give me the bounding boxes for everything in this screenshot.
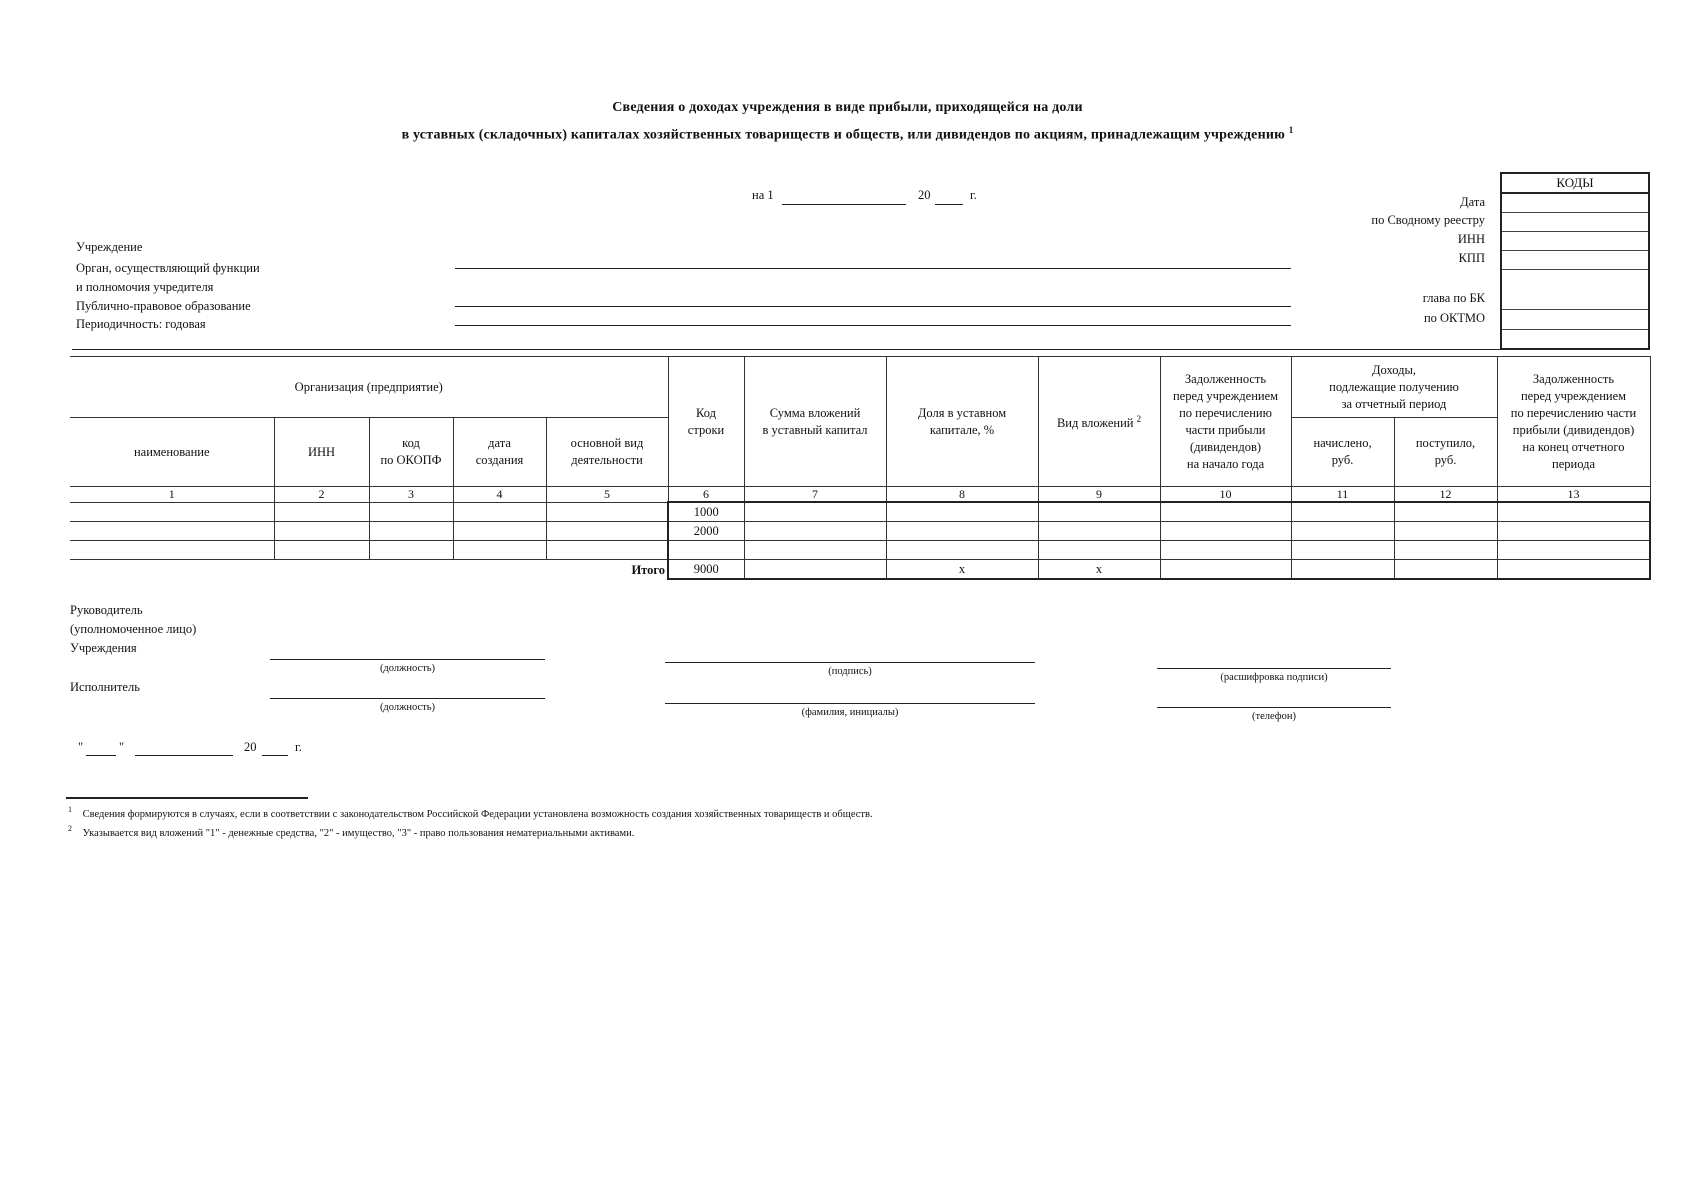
income-table bbox=[70, 356, 1651, 580]
footnote-2 bbox=[68, 824, 634, 839]
debt-start-2: перед учреждением bbox=[1172, 388, 1279, 403]
code-cell-inn[interactable] bbox=[1502, 232, 1648, 251]
cell-type[interactable] bbox=[1038, 541, 1160, 560]
cell-debt-start[interactable] bbox=[1160, 522, 1291, 541]
footnote-1 bbox=[68, 805, 873, 820]
share-header-1: Доля в уставном bbox=[917, 405, 1007, 420]
exec-phone-caption: (телефон) bbox=[1252, 711, 1296, 722]
cell-share[interactable] bbox=[886, 522, 1038, 541]
cell-okopf[interactable] bbox=[369, 522, 453, 541]
footnote-ref-1: 1 bbox=[1288, 125, 1294, 135]
income-header-1: Доходы, bbox=[1372, 362, 1417, 377]
cell-accrued[interactable] bbox=[1291, 502, 1394, 522]
sig-decoding-field[interactable] bbox=[1157, 668, 1391, 669]
total-label: Итого bbox=[70, 560, 668, 580]
total-debt-end[interactable] bbox=[1497, 560, 1650, 580]
form-title-line1 bbox=[0, 100, 1695, 116]
accrued-header-2: руб. bbox=[1331, 453, 1354, 467]
col-num-10: 10 bbox=[1160, 487, 1291, 503]
form-title-line2-text: в уставных (складочных) капиталах хозяйственных товариществ и обществ, или дивидендов по акциям, принадлежащим учреждению bbox=[401, 127, 1286, 143]
sig-head-line3: Учреждения bbox=[70, 641, 137, 655]
debt-start-6: на начало года bbox=[1186, 456, 1265, 471]
accrued-header bbox=[1291, 418, 1394, 487]
cell-okopf[interactable] bbox=[369, 502, 453, 522]
row-code-empty[interactable] bbox=[668, 541, 744, 560]
total-type-x: x bbox=[1038, 560, 1160, 580]
cell-inn[interactable] bbox=[274, 502, 369, 522]
income-header bbox=[1291, 357, 1497, 418]
table-row bbox=[70, 541, 1650, 560]
cell-inn[interactable] bbox=[274, 522, 369, 541]
codes-header: КОДЫ bbox=[1502, 174, 1648, 194]
cell-sum[interactable] bbox=[744, 541, 886, 560]
inn-header-text: ИНН bbox=[307, 444, 336, 459]
type-header-text: Вид вложений bbox=[1056, 416, 1134, 431]
col-num-5: 5 bbox=[546, 487, 668, 503]
col-num-3: 3 bbox=[369, 487, 453, 503]
cell-share[interactable] bbox=[886, 541, 1038, 560]
activity-header-1: основной вид bbox=[570, 436, 644, 450]
sig-decoding-caption: (расшифровка подписи) bbox=[1220, 672, 1328, 683]
label-periodicity: Периодичность: годовая bbox=[76, 317, 206, 331]
total-sum[interactable] bbox=[744, 560, 886, 580]
sig-position-caption: (должность) bbox=[379, 663, 436, 674]
cell-created[interactable] bbox=[453, 522, 546, 541]
sig-executor: Исполнитель bbox=[70, 680, 140, 694]
cell-received[interactable] bbox=[1394, 502, 1497, 522]
exec-name-caption: (фамилия, инициалы) bbox=[801, 707, 899, 718]
label-institution: Учреждение bbox=[76, 240, 143, 254]
cell-created[interactable] bbox=[453, 541, 546, 560]
footnote-2-text: Указывается вид вложений "1" - денежные средства, "2" - имущество, "3" - право пользования нематериальными активами. bbox=[82, 827, 635, 839]
code-cell-date[interactable] bbox=[1502, 194, 1648, 213]
debt-start-4: части прибыли bbox=[1185, 422, 1266, 437]
bottom-date-quote-close: " bbox=[119, 740, 125, 754]
cell-received[interactable] bbox=[1394, 522, 1497, 541]
label-founder-line2: и полномочия учредителя bbox=[76, 280, 214, 294]
codes-label-inn: ИНН bbox=[1457, 232, 1485, 246]
debt-end-5: на конец отчетного bbox=[1522, 439, 1625, 454]
cell-debt-end[interactable] bbox=[1497, 502, 1650, 522]
sig-head-line2: (уполномоченное лицо) bbox=[70, 622, 197, 636]
received-header-1: поступило, bbox=[1415, 436, 1476, 450]
cell-debt-end[interactable] bbox=[1497, 522, 1650, 541]
footnote-divider bbox=[66, 797, 308, 799]
sig-head-line1: Руководитель bbox=[70, 603, 143, 617]
col-num-13: 13 bbox=[1497, 487, 1650, 503]
type-header bbox=[1038, 357, 1160, 487]
cell-received[interactable] bbox=[1394, 541, 1497, 560]
debt-start-5: (дивидендов) bbox=[1189, 439, 1262, 454]
bottom-date-day-field[interactable] bbox=[86, 754, 116, 756]
name-header-text: наименование bbox=[133, 444, 210, 459]
form-title-line1-text: Сведения о доходах учреждения в виде прибыли, приходящейся на доли bbox=[612, 100, 1083, 115]
debt-start-3: по перечислению bbox=[1179, 405, 1272, 420]
footnote-1-mark: 1 bbox=[68, 805, 72, 814]
codes-label-glava: глава по БК bbox=[1422, 291, 1485, 305]
bottom-date-year-suffix: г. bbox=[295, 740, 302, 754]
code-header-1: Код bbox=[696, 405, 716, 420]
form-title-line2 bbox=[0, 125, 1695, 144]
org-header bbox=[70, 357, 668, 418]
footnote-ref-2: 2 bbox=[1136, 413, 1142, 424]
codes-box bbox=[1500, 172, 1650, 350]
total-share-x: x bbox=[886, 560, 1038, 580]
total-accrued[interactable] bbox=[1291, 560, 1394, 580]
codes-label-oktmo: по ОКТМО bbox=[1423, 311, 1485, 325]
cell-name[interactable] bbox=[70, 502, 274, 522]
code-cell-registry[interactable] bbox=[1502, 213, 1648, 232]
debt-end-6: периода bbox=[1552, 456, 1595, 471]
cell-okopf[interactable] bbox=[369, 541, 453, 560]
received-header-2: руб. bbox=[1434, 453, 1457, 467]
income-header-2: подлежащие получению bbox=[1329, 379, 1459, 394]
org-header-text: Организация (предприятие) bbox=[294, 379, 443, 394]
cell-created[interactable] bbox=[453, 502, 546, 522]
col-num-9: 9 bbox=[1038, 487, 1160, 503]
debt-end-1: Задолженность bbox=[1532, 371, 1615, 386]
debt-end-4: прибыли (дивидендов) bbox=[1512, 422, 1635, 437]
cell-debt-start[interactable] bbox=[1160, 541, 1291, 560]
column-numbers-row bbox=[70, 487, 1650, 503]
cell-sum[interactable] bbox=[744, 502, 886, 522]
col-num-4: 4 bbox=[453, 487, 546, 503]
debt-end-3: по перечислению части bbox=[1510, 405, 1637, 420]
cell-debt-end[interactable] bbox=[1497, 541, 1650, 560]
sum-header bbox=[744, 357, 886, 487]
codes-label-registry: по Сводному реестру bbox=[1371, 213, 1485, 227]
row-code-2000: 2000 bbox=[668, 522, 744, 541]
cell-activity[interactable] bbox=[546, 541, 668, 560]
received-header bbox=[1394, 418, 1497, 487]
okopf-header-2: по ОКОПФ bbox=[380, 453, 442, 467]
debt-end-2: перед учреждением bbox=[1520, 388, 1627, 403]
exec-position-field[interactable] bbox=[270, 698, 545, 699]
bottom-date-year-prefix: 20 bbox=[244, 740, 257, 754]
created-header bbox=[453, 418, 546, 487]
name-header bbox=[70, 418, 274, 487]
col-num-7: 7 bbox=[744, 487, 886, 503]
cell-name[interactable] bbox=[70, 522, 274, 541]
cell-inn[interactable] bbox=[274, 541, 369, 560]
code-header bbox=[668, 357, 744, 487]
cell-name[interactable] bbox=[70, 541, 274, 560]
cell-sum[interactable] bbox=[744, 522, 886, 541]
debt-start-1: Задолженность bbox=[1184, 371, 1267, 386]
code-header-2: строки bbox=[687, 422, 725, 437]
sig-signature-field[interactable] bbox=[665, 662, 1035, 663]
institution-field[interactable] bbox=[455, 267, 1291, 269]
date-year-field[interactable] bbox=[935, 203, 963, 205]
created-header-2: создания bbox=[475, 453, 524, 467]
row-code-1000: 1000 bbox=[668, 502, 744, 522]
total-code: 9000 bbox=[668, 560, 744, 580]
label-public-entity: Публично-правовое образование bbox=[76, 299, 251, 313]
total-debt-start[interactable] bbox=[1160, 560, 1291, 580]
total-row bbox=[70, 560, 1650, 580]
debt-start-header bbox=[1160, 357, 1291, 487]
table-row bbox=[70, 502, 1650, 522]
debt-end-header bbox=[1497, 357, 1650, 487]
date-year-prefix: 20 bbox=[918, 188, 931, 202]
bottom-date-year-field[interactable] bbox=[262, 754, 288, 756]
inn-header bbox=[274, 418, 369, 487]
share-header bbox=[886, 357, 1038, 487]
codes-label-kpp: КПП bbox=[1458, 251, 1485, 265]
code-cell-glava[interactable] bbox=[1502, 270, 1648, 310]
bottom-date-quote-open: " bbox=[78, 740, 84, 754]
col-num-1: 1 bbox=[70, 487, 274, 503]
founder-field[interactable] bbox=[455, 305, 1291, 307]
public-entity-field[interactable] bbox=[455, 324, 1291, 326]
cell-accrued[interactable] bbox=[1291, 541, 1394, 560]
sig-position-field[interactable] bbox=[270, 659, 545, 660]
bottom-date-month-field[interactable] bbox=[135, 754, 233, 756]
code-cell-extra[interactable] bbox=[1502, 330, 1648, 348]
sum-header-1: Сумма вложений bbox=[769, 405, 861, 420]
sum-header-2: в уставный капитал bbox=[762, 422, 868, 437]
cell-type[interactable] bbox=[1038, 502, 1160, 522]
col-num-6: 6 bbox=[668, 487, 744, 503]
codes-label-date: Дата bbox=[1460, 195, 1485, 209]
footnote-2-mark: 2 bbox=[68, 824, 72, 833]
footnote-1-text: Сведения формируются в случаях, если в соответствии с законодательством Российской Федерации установлена возможность создания хозяйственных товариществ и обществ. bbox=[82, 808, 873, 820]
cell-activity[interactable] bbox=[546, 522, 668, 541]
exec-name-field[interactable] bbox=[665, 703, 1035, 704]
code-cell-kpp[interactable] bbox=[1502, 251, 1648, 270]
share-header-2: капитале, % bbox=[929, 422, 995, 437]
exec-position-caption: (должность) bbox=[379, 702, 436, 713]
label-founder-line1: Орган, осуществляющий функции bbox=[76, 261, 260, 275]
okopf-header bbox=[369, 418, 453, 487]
activity-header-2: деятельности bbox=[571, 453, 643, 467]
col-num-12: 12 bbox=[1394, 487, 1497, 503]
code-cell-oktmo[interactable] bbox=[1502, 310, 1648, 330]
col-num-11: 11 bbox=[1291, 487, 1394, 503]
cell-debt-start[interactable] bbox=[1160, 502, 1291, 522]
activity-header bbox=[546, 418, 668, 487]
created-header-1: дата bbox=[488, 436, 511, 450]
cell-share[interactable] bbox=[886, 502, 1038, 522]
col-num-2: 2 bbox=[274, 487, 369, 503]
date-field[interactable] bbox=[782, 203, 906, 205]
accrued-header-1: начислено, bbox=[1313, 436, 1372, 450]
date-year-suffix: г. bbox=[970, 188, 977, 202]
cell-accrued[interactable] bbox=[1291, 522, 1394, 541]
okopf-header-1: код bbox=[402, 436, 420, 450]
exec-phone-field[interactable] bbox=[1157, 707, 1391, 708]
table-row bbox=[70, 522, 1650, 541]
income-header-3: за отчетный период bbox=[1341, 396, 1447, 411]
col-num-8: 8 bbox=[886, 487, 1038, 503]
date-prefix: на 1 bbox=[752, 188, 774, 202]
total-received[interactable] bbox=[1394, 560, 1497, 580]
cell-type[interactable] bbox=[1038, 522, 1160, 541]
sig-signature-caption: (подпись) bbox=[828, 666, 872, 677]
header-divider bbox=[72, 348, 1647, 350]
cell-activity[interactable] bbox=[546, 502, 668, 522]
